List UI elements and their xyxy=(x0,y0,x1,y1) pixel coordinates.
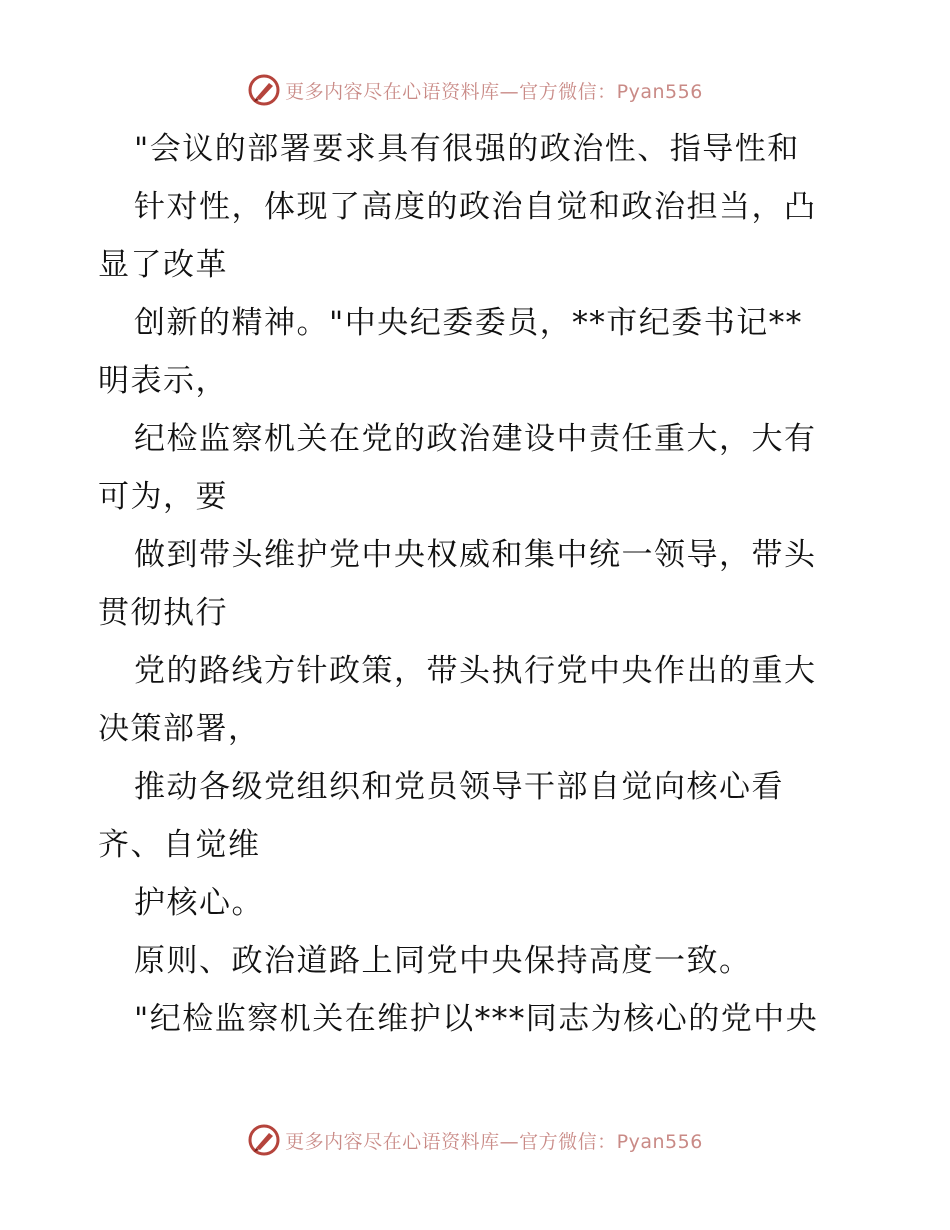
text-line: 显了改革 xyxy=(98,247,228,283)
watermark-text: 更多内容尽在心语资料库—官方微信：Pyan556 xyxy=(285,80,703,103)
text-line: 纪检监察机关在党的政治建设中责任重大，大有 xyxy=(134,421,817,457)
text-line: "纪检监察机关在维护以***同志为核心的党中央 xyxy=(134,1001,819,1037)
text-line: 党的路线方针政策，带头执行党中央作出的重大 xyxy=(134,653,817,689)
text-line: 针对性，体现了高度的政治自觉和政治担当，凸 xyxy=(134,189,817,225)
text-line: 原则、政治道路上同党中央保持高度一致。 xyxy=(134,943,752,979)
pen-logo-icon xyxy=(247,1123,281,1157)
text-line: 明表示， xyxy=(98,363,228,399)
text-line: 护核心。 xyxy=(134,885,264,921)
text-line: "会议的部署要求具有很强的政治性、指导性和 xyxy=(134,131,800,167)
document-body xyxy=(98,120,858,1048)
pen-logo-icon xyxy=(247,73,281,107)
text-line: 决策部署， xyxy=(98,711,261,747)
text-line: 创新的精神。"中央纪委委员，**市纪委书记** xyxy=(134,305,803,341)
text-line: 齐、自觉维 xyxy=(98,827,261,863)
text-line: 可为，要 xyxy=(98,479,228,515)
footer-watermark xyxy=(0,1120,950,1160)
watermark-text: 更多内容尽在心语资料库—官方微信：Pyan556 xyxy=(285,1130,703,1153)
text-line: 贯彻执行 xyxy=(98,595,228,631)
header-watermark xyxy=(0,70,950,110)
text-line: 推动各级党组织和党员领导干部自觉向核心看 xyxy=(134,769,784,805)
text-line: 做到带头维护党中央权威和集中统一领导，带头 xyxy=(134,537,817,573)
